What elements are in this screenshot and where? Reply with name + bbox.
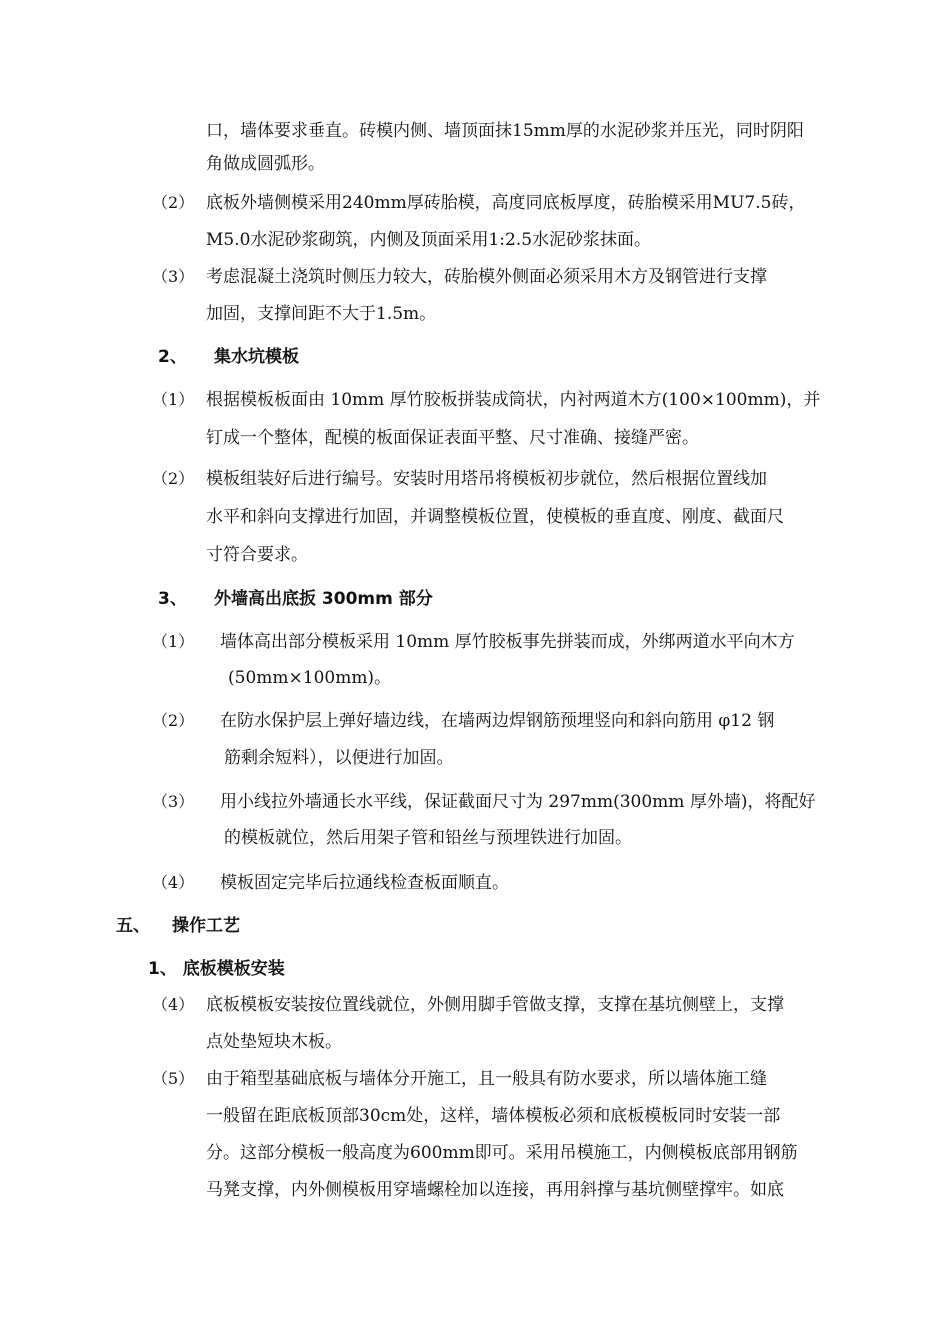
section-heading: 外墙高出底扳 300mm 部分 bbox=[214, 589, 433, 609]
section-heading: 集水坑模板 bbox=[214, 347, 299, 367]
paragraph-line: 底板模板安装按位置线就位，外侧用脚手管做支撑，支撑在基坑侧壁上，支撑 bbox=[206, 995, 784, 1015]
item-number: （3） bbox=[152, 792, 195, 811]
paragraph-line: (50mm×100mm)。 bbox=[228, 668, 392, 688]
paragraph-line: 加固，支撑间距不大于1.5m。 bbox=[206, 304, 437, 324]
paragraph-line: 口，墙体要求垂直。砖模内侧、墙顶面抹15mm厚的水泥砂浆并压光，同时阴阳 bbox=[206, 121, 804, 141]
paragraph-line: 的模板就位，然后用架子管和铅丝与预埋铁进行加固。 bbox=[224, 828, 632, 848]
item-number: （4） bbox=[152, 873, 195, 892]
paragraph-line: 墙体高出部分模板采用 10mm 厚竹胶板事先拼装而成，外绑两道水平向木方 bbox=[220, 632, 795, 652]
paragraph-line: 寸符合要求。 bbox=[206, 545, 308, 565]
paragraph-line: 由于箱型基础底板与墙体分开施工，且一般具有防水要求，所以墙体施工缝 bbox=[206, 1069, 767, 1089]
paragraph-line: 一般留在距底板顶部30cm处，这样，墙体模板必须和底板模板同时安装一部 bbox=[206, 1106, 781, 1126]
paragraph-line: 分。这部分模板一般高度为600mm即可。采用吊模施工，内侧模板底部用钢筋 bbox=[206, 1143, 798, 1163]
item-number: （4） bbox=[152, 995, 195, 1014]
section-number: 2、 bbox=[158, 347, 187, 367]
item-number: （2） bbox=[152, 469, 195, 488]
chapter-heading: 操作工艺 bbox=[172, 916, 240, 936]
paragraph-line: 考虑混凝土浇筑时侧压力较大，砖胎模外侧面必须采用木方及钢管进行支撑 bbox=[206, 267, 767, 287]
paragraph-line: 模板组装好后进行编号。安装时用塔吊将模板初步就位，然后根据位置线加 bbox=[206, 469, 767, 489]
paragraph-line: 在防水保护层上弹好墙边线，在墙两边焊钢筋预埋竖向和斜向筋用 φ12 钢 bbox=[220, 711, 775, 731]
paragraph-line: 钉成一个整体，配模的板面保证表面平整、尺寸准确、接缝严密。 bbox=[206, 428, 699, 448]
section-number: 3、 bbox=[158, 589, 187, 609]
paragraph-line: 筋剩余短料），以便进行加固。 bbox=[224, 748, 454, 768]
paragraph-line: 角做成圆弧形。 bbox=[206, 154, 325, 174]
item-number: （2） bbox=[152, 711, 195, 730]
subsection-heading: 1、 底板模板安装 bbox=[148, 959, 285, 979]
paragraph-line: 根据模板板面由 10mm 厚竹胶板拼装成筒状，内衬两道木方(100×100mm)，并 bbox=[206, 390, 821, 410]
item-number: （3） bbox=[152, 267, 195, 286]
paragraph-line: 点处垫短块木板。 bbox=[206, 1032, 342, 1052]
paragraph-line: 用小线拉外墙通长水平线，保证截面尺寸为 297mm(300mm 厚外墙)，将配好 bbox=[220, 792, 816, 812]
item-number: （1） bbox=[152, 390, 195, 409]
item-number: （2） bbox=[152, 193, 195, 212]
item-number: （1） bbox=[152, 632, 195, 651]
item-number: （5） bbox=[152, 1069, 195, 1088]
paragraph-line: 底板外墙侧模采用240mm厚砖胎模，高度同底板厚度，砖胎模采用MU7.5砖， bbox=[206, 193, 806, 213]
paragraph-line: M5.0水泥砂浆砌筑，内侧及顶面采用1:2.5水泥砂浆抹面。 bbox=[206, 230, 652, 250]
paragraph-line: 水平和斜向支撑进行加固，并调整模板位置，使模板的垂直度、刚度、截面尺 bbox=[206, 507, 784, 527]
paragraph-line: 模板固定完毕后拉通线检查板面顺直。 bbox=[220, 873, 509, 893]
paragraph-line: 马凳支撑，内外侧模板用穿墙螺栓加以连接，再用斜撑与基坑侧壁撑牢。如底 bbox=[206, 1180, 784, 1200]
chapter-number: 五、 bbox=[116, 916, 150, 936]
